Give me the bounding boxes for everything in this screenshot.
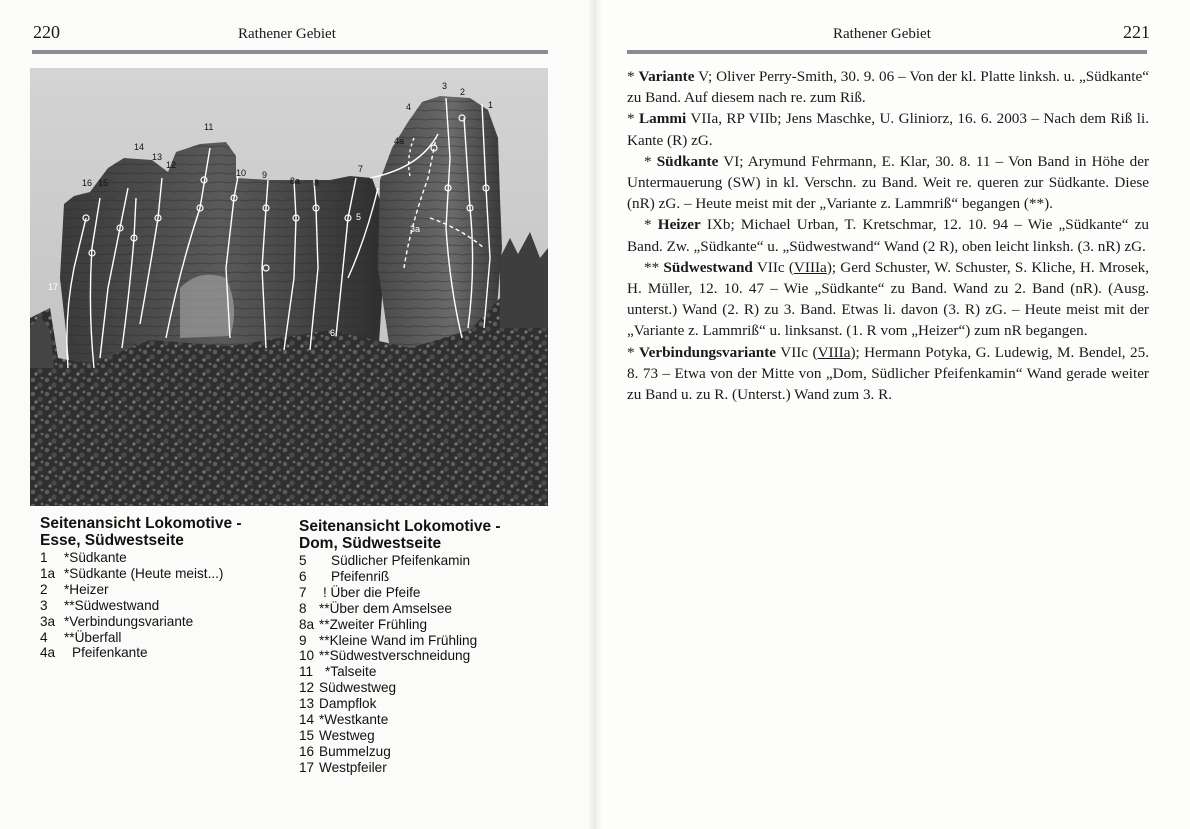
svg-text:7: 7	[358, 164, 364, 174]
svg-text:17: 17	[48, 282, 59, 292]
legend-dom-title-2: Dom, Südwestseite	[299, 535, 442, 552]
legend-item: 4 **Überfall	[40, 629, 122, 645]
svg-text:11: 11	[204, 122, 214, 132]
rock-photo-svg	[30, 68, 548, 506]
legend-esse-title-2: Esse, Südwestseite	[40, 532, 184, 549]
svg-text:13: 13	[152, 152, 163, 162]
svg-text:8a: 8a	[290, 176, 301, 186]
book-gutter	[588, 0, 602, 829]
running-head-right: Rathener Gebiet	[833, 26, 931, 42]
svg-text:15: 15	[98, 178, 109, 188]
route-entry: * Variante V; Oliver Perry-Smith, 30. 9. 06 – Von der kl. Platte linksh. u. „Südkante“ zu Band. Auf diesem nach re. zum Riß.	[627, 68, 1149, 107]
legend-item: 17 Westpfeiler	[299, 759, 387, 775]
legend-item: 3a *Verbindungsvariante	[40, 613, 194, 629]
legend-dom	[299, 519, 501, 776]
route-name: Verbindungsvariante	[639, 343, 777, 361]
legend-item: 10 **Südwestverschneidung	[299, 648, 471, 664]
legend-item: 9 **Kleine Wand im Frühling	[299, 632, 478, 648]
legend-esse	[40, 516, 242, 661]
legend-item: 8a **Zweiter Frühling	[299, 616, 428, 632]
svg-text:3a: 3a	[410, 224, 421, 234]
header-rule-right	[627, 50, 1147, 54]
legend-item: 5 Südlicher Pfeifenkamin	[299, 553, 471, 568]
svg-text:8: 8	[314, 178, 320, 188]
route-name: Lammi	[639, 110, 687, 128]
legend-item: 2 *Heizer	[40, 581, 109, 597]
legend-dom-title-1: Seitenansicht Lokomotive -	[299, 518, 501, 535]
route-entry: * Südkante VI; Arymund Fehrmann, E. Klar, 30. 8. 11 – Von Band in Höhe der Untermauerung (SW) in kl. Verschn. zu Band. Weit re. queren zur Südkante. Diese (nR) zG. – Heute meist mit der „Variante z. Lammriß“ begangen (**).	[627, 152, 1149, 213]
svg-text:9: 9	[262, 170, 268, 180]
svg-text:6: 6	[330, 328, 336, 338]
legend-item: 16 Bummelzug	[299, 743, 391, 759]
svg-text:12: 12	[166, 160, 177, 170]
route-name: Südwestwand	[663, 258, 753, 276]
route-entry: * Lammi VIIa, RP VIIb; Jens Maschke, U. Gliniorz, 16. 6. 2003 – Nach dem Riß li. Kante (R) zG.	[627, 110, 1149, 149]
legend-item: 4a Pfeifenkante	[40, 645, 148, 661]
legend-item: 6 Pfeifenriß	[299, 568, 390, 584]
svg-text:10: 10	[236, 168, 247, 178]
page-number-right: 221	[1123, 22, 1150, 42]
svg-text:5: 5	[356, 212, 362, 222]
route-entry: * Heizer IXb; Michael Urban, T. Kretschmar, 12. 10. 94 – Wie „Südkante“ zu Band. Zw. „Südkante“ u. „Südwestwand“ Wand (2 R), oben leicht linksh. (3. nR) zG.	[627, 216, 1150, 255]
legend-item: 14 *Westkante	[299, 712, 389, 728]
legend-item: 1a *Südkante (Heute meist...)	[40, 565, 224, 581]
svg-text:1: 1	[488, 100, 494, 110]
legend-item: 1 *Südkante	[40, 550, 127, 565]
legend-item: 8 **Über dem Amselsee	[299, 600, 452, 616]
svg-text:4: 4	[406, 102, 412, 112]
legend-item: 11 *Talseite	[299, 664, 377, 680]
legend-item: 15 Westweg	[299, 727, 375, 743]
svg-text:4a: 4a	[394, 136, 405, 146]
page-number-left: 220	[33, 22, 60, 42]
legend-item: 13 Dampflok	[299, 696, 377, 712]
route-name: Heizer	[657, 216, 701, 234]
legend-item: 3 **Südwestwand	[40, 597, 160, 613]
route-name: Südkante	[656, 152, 719, 170]
svg-text:16: 16	[82, 178, 93, 188]
route-name: Variante	[638, 68, 695, 85]
legend-item: 7 ! Über die Pfeife	[299, 584, 421, 600]
svg-text:14: 14	[134, 142, 145, 152]
route-entry: * Verbindungsvariante VIIc (VIIIa); Hermann Potyka, G. Ludewig, M. Bendel, 25. 8. 73 – Etwa von der Mitte von „Dom, Südlicher Pfeifenkamin“ Wand gerade weiter zu Band u. zu R. (Unterst.) Wand zum 3. R.	[627, 343, 1150, 404]
legend-esse-title-1: Seitenansicht Lokomotive -	[40, 515, 242, 532]
svg-text:2: 2	[460, 87, 466, 97]
rock-photo	[30, 68, 548, 506]
route-descriptions	[627, 66, 1149, 405]
route-entry: ** Südwestwand VIIc (VIIIa); Gerd Schuster, W. Schuster, S. Kliche, H. Mrosek, H. Müller, 12. 10. 47 – Wie „Südkante“ zu Band. Wand zu 2. Band (nR). (Ausg. unterst.) Wand (2. R) zu 3. Band. Etwas li. davon (3. R) zG. – Heute meist mit der „Variante z. Lammriß“ u. linksanst. (1. R vom „Heizer“) zum nR begangen.	[627, 258, 1150, 340]
running-head-left: Rathener Gebiet	[238, 26, 336, 42]
svg-text:3: 3	[442, 81, 448, 91]
legend-item: 12 Südwestweg	[299, 680, 397, 696]
header-rule-left	[32, 50, 548, 54]
